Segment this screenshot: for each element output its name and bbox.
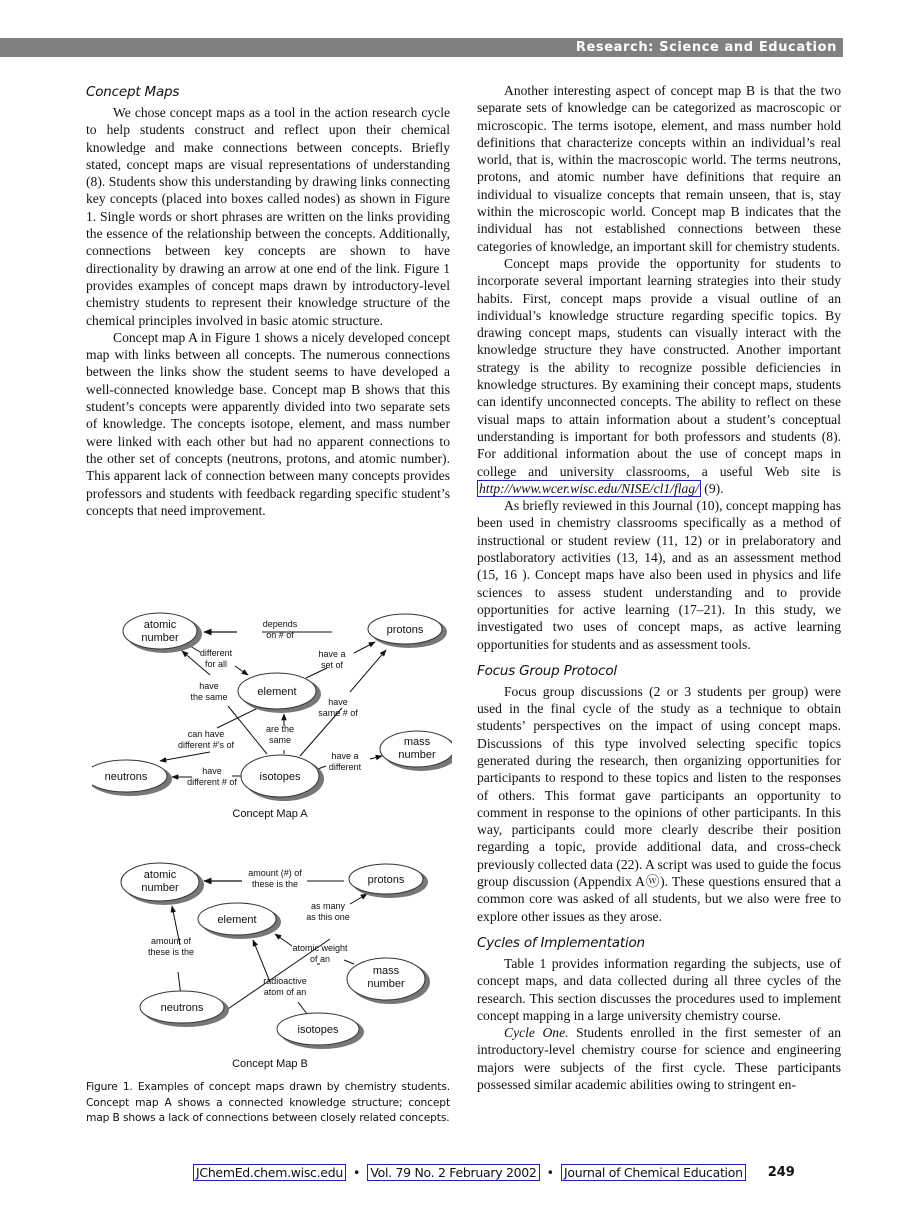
svg-text:these is the: these is the	[147, 947, 195, 957]
svg-text:number: number	[141, 882, 179, 894]
footer-journal-link[interactable]: Journal of Chemical Education	[561, 1164, 746, 1181]
bullet-separator: •	[546, 1164, 554, 1180]
node-mass-number-b	[347, 958, 430, 1004]
heading-focus-group: Focus Group Protocol	[477, 662, 617, 679]
node-isotopes-a	[241, 755, 324, 801]
node-element-a	[238, 673, 321, 713]
svg-text:set of: set of	[320, 660, 344, 670]
svg-text:of an: of an	[309, 954, 331, 964]
map-b-label: Concept Map B	[232, 1058, 308, 1070]
svg-text:depends: depends	[262, 619, 298, 629]
map-a-label: Concept Map A	[232, 808, 308, 820]
svg-text:on # of: on # of	[266, 630, 294, 640]
node-atomic-number-a	[123, 613, 202, 653]
svg-text:different # of: different # of	[187, 777, 237, 787]
page-footer	[193, 1163, 795, 1181]
svg-text:atomic: atomic	[143, 619, 177, 631]
svg-text:protons: protons	[367, 874, 405, 886]
svg-text:protons: protons	[386, 624, 424, 636]
svg-text:mass: mass	[403, 736, 431, 748]
svg-text:are the: are the	[265, 724, 295, 734]
svg-text:isotopes: isotopes	[259, 771, 301, 783]
svg-text:amount (#) of: amount (#) of	[248, 868, 302, 878]
node-neutrons-b	[140, 991, 229, 1027]
svg-text:number: number	[367, 978, 405, 990]
paragraph: Cycle One. Students enrolled in the first semester of an introductory-level chemistry course for science and engineering majors were subjects of the first cycle. These participants possessed similar academic abilities owing to stringent en-	[477, 1025, 841, 1093]
concept-map-b	[121, 863, 430, 1070]
node-neutrons-a	[92, 760, 172, 796]
svg-text:different: different	[199, 648, 233, 658]
paragraph: Concept map A in Figure 1 shows a nicely developed concept map with links between all concepts. The numerous connections between the links show the student seems to have developed a well-connected knowledge base. Concept map B shows that this student’s concepts were apparently divided into two separate sets of knowledge. The concepts isotope, element, and mass number were linked with each other but had no apparent connections to the other set of concepts (neutrons, protons, and atomic number). This apparent lack of connection between many concepts provides professors and students with feedback regarding specific student’s concepts that need improvement.	[86, 329, 450, 518]
footer-issue-link[interactable]: Vol. 79 No. 2 February 2002	[367, 1164, 539, 1181]
running-header-bar	[0, 38, 843, 57]
paragraph: We chose concept maps as a tool in the action research cycle to help students construct and reflect upon their chemical knowledge and make connections between concepts. Briefly stated, concept maps are visual representations of understanding (8). Students show this understanding by drawing links connecting key concepts (placed into boxes called nodes) as shown in Figure 1. Single words or short phrases are written on the links providing the essence of the relationship between the concepts. Additionally, connections between key concepts are shown to have directionality by drawing an arrow at one end of the link. Figure 1 provides examples of concept maps drawn by introductory-level chemistry students to represent their knowledge structure of the chemical principles involved in basic atomic structure.	[86, 105, 450, 328]
svg-text:different #'s of: different #'s of	[177, 740, 235, 750]
node-protons-a	[368, 614, 447, 648]
concept-maps-figure	[92, 604, 452, 1074]
paragraph: Table 1 provides information regarding the subjects, use of concept maps, and data collected during all three cycles of the research. This section discusses the procedures used to implement concept mapping in a large university chemistry course.	[477, 955, 841, 1023]
svg-text:number: number	[398, 749, 436, 761]
svg-text:have a: have a	[331, 751, 359, 761]
svg-text:have: have	[328, 697, 348, 707]
svg-text:have: have	[199, 681, 219, 691]
node-element-b	[198, 903, 281, 939]
paragraph: As briefly reviewed in this Journal (10), concept mapping has been used in chemistry classrooms specifically as a method of instructional or student review (11, 12) or in prelaboratory and postlaboratory activities (13, 14), and as an assessment method (15, 16 ). Concept maps have also been used in physics and life sciences to assess student understanding and to provide opportunities for active learning (17–21). In this study, we investigated two uses of concept maps, as active learning opportunities for students and as assessment tools.	[477, 498, 841, 652]
footer-site-link[interactable]: JChemEd.chem.wisc.edu	[193, 1164, 346, 1181]
svg-text:for all: for all	[204, 659, 228, 669]
svg-text:same: same	[268, 735, 292, 745]
svg-text:have: have	[202, 766, 222, 776]
figure-1	[92, 604, 452, 1074]
svg-text:neutrons: neutrons	[160, 1002, 204, 1014]
svg-text:amount of: amount of	[150, 936, 192, 946]
svg-text:isotopes: isotopes	[297, 1024, 339, 1036]
paragraph-with-link: Concept maps provide the opportunity for students to incorporate several important learning strategies into their study habits. First, concept maps provide a visual outline of an individual’s knowledge structure regarding specific topics. By drawing concept maps, students can visually interact with the knowledge structure they have constructed. Another important strategy is the ability to recognize possible deficiencies in knowledge structures. By examining their concept maps, students can identify unconnected concepts. The ability to reflect on these visual maps to attain information about a student’s conceptual understanding is important for both professors and students (8). For additional information about the use of concept maps in college and university classrooms, a useful Web site is http://www.wcer.wisc.edu/NISE/cl1/flag/ (9).	[477, 255, 841, 496]
svg-text:number: number	[141, 632, 179, 644]
svg-text:atomic: atomic	[143, 869, 177, 881]
concept-map-a	[92, 613, 452, 820]
svg-text:different: different	[328, 762, 362, 772]
cycle-one-lead: Cycle One.	[504, 1025, 569, 1041]
paragraph: Another interesting aspect of concept map B is that the two separate sets of knowledge can be categorized as macroscopic or microscopic. The terms isotope, element, and mass number hold definitions that characterize concepts within an individual’s real world, that is, within the macroscopic world. The terms neutrons, protons, and atomic number have definitions that require an individual to visualize concepts that remain unseen, that is, stay within the microscopic world. Concept map B indicates that the individual has not established connections between these categories of knowledge, an important skill for chemistry students.	[477, 83, 841, 254]
section-title: Research: Science and Education	[575, 40, 837, 55]
node-isotopes-b	[277, 1013, 364, 1049]
node-mass-number-a	[380, 731, 452, 771]
node-atomic-number-b	[121, 863, 204, 905]
svg-text:element: element	[257, 686, 297, 698]
svg-text:neutrons: neutrons	[104, 771, 148, 783]
svg-text:radioactive: radioactive	[263, 976, 307, 986]
page-number: 249	[767, 1164, 795, 1180]
left-column	[86, 82, 450, 519]
svg-text:can have: can have	[187, 729, 225, 739]
svg-text:atomic weight: atomic weight	[292, 943, 348, 953]
svg-text:these is the: these is the	[251, 879, 299, 889]
svg-text:as many: as many	[310, 901, 346, 911]
svg-text:as this one: as this one	[306, 912, 350, 922]
svg-text:element: element	[217, 914, 257, 926]
web-link[interactable]: http://www.wcer.wisc.edu/NISE/cl1/flag/	[479, 480, 699, 496]
bullet-separator: •	[352, 1164, 361, 1180]
heading-cycles: Cycles of Implementation	[477, 934, 645, 951]
figure-caption: Figure 1. Examples of concept maps drawn by chemistry students. Concept map A shows a connected knowledge structure; concept map B shows a lack of connections between closely related concepts.	[86, 1080, 450, 1124]
svg-text:same # of: same # of	[318, 708, 358, 718]
paragraph: Focus group discussions (2 or 3 students per group) were used in the final cycle of the study as a technique to obtain students’ perspectives on the impact of using concept maps. Discussions of this type involved selecting specific topics generated during the research, then organizing opportunities for participants to respond to these topics and listen to the responses of others. This format gave participants an opportunity to comment in response to the opinions of other participants. In this way, participants could more clearly describe their position regarding a topic, provide additional data, and cross-check previously collected data (22). A script was used to guide the focus group discussion (Appendix Aⓦ). These questions ensured that a common core was asked of all students, but we also were free to explore other issues as they arose.	[477, 683, 841, 924]
node-protons-b	[349, 864, 428, 898]
svg-text:mass: mass	[372, 965, 400, 977]
svg-text:atom of an: atom of an	[263, 987, 307, 997]
heading-concept-maps: Concept Maps	[86, 84, 180, 100]
svg-text:the same: the same	[190, 692, 228, 702]
svg-text:have a: have a	[318, 649, 346, 659]
right-column	[477, 82, 841, 1093]
